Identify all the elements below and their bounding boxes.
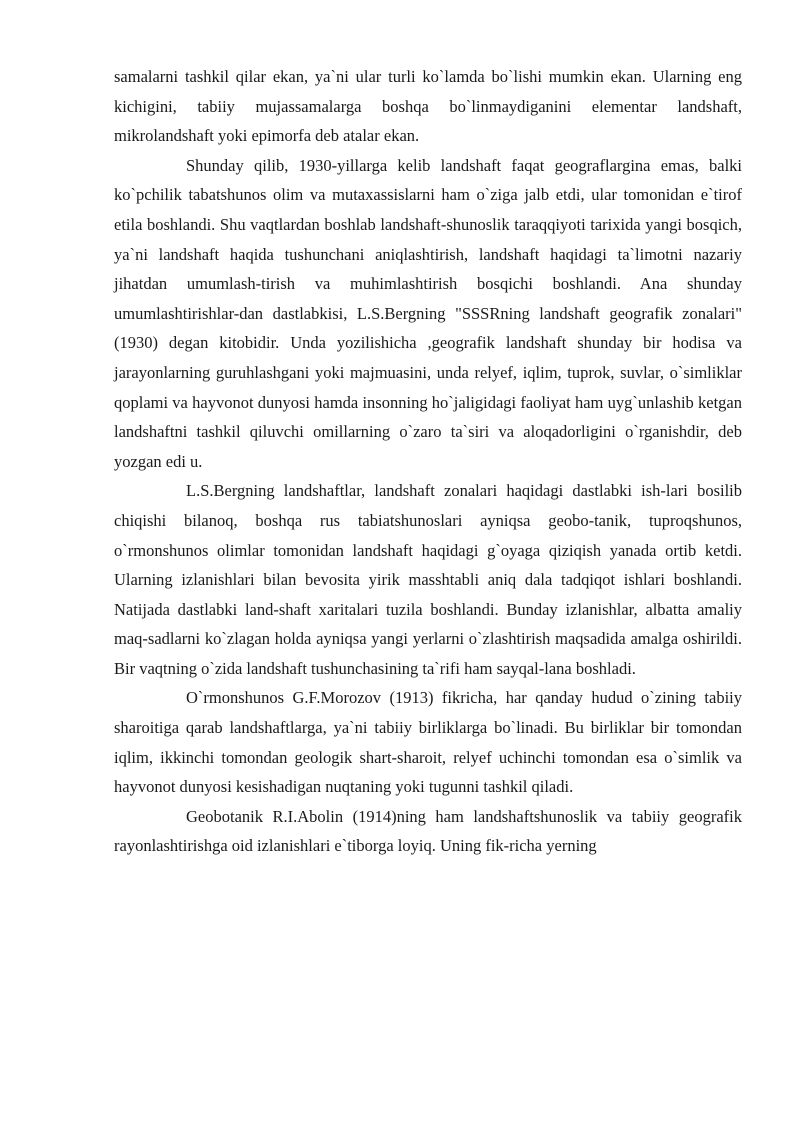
paragraph-4: O`rmonshunos G.F.Morozov (1913) fikricha, har qanday hudud o`zining tabiiy sharoitiga qarab landshaftlarga, ya`ni tabiiy birliklarga bo`linadi. Bu birliklar bir tomondan iqlim, ikkinchi tomondan geologik shart-sharoit, relyef uchinchi tomondan esa o`simlik va hayvonot dunyosi kesishadigan nuqtaning yoki tugunni tashkil qiladi. — [114, 688, 742, 797]
document-page — [114, 62, 742, 861]
paragraph-1: samalarni tashkil qilar ekan, ya`ni ular turli ko`lamda bo`lishi mumkin ekan. Ularning eng kichigini, tabiiy mujassamalarga boshqa bo`linmaydiganini elementar landshaft, mikrolandshaft yoki epimorfa deb atalar ekan. — [114, 67, 742, 146]
paragraph-3: L.S.Bergning landshaftlar, landshaft zonalari haqidagi dastlabki ish-lari bosilib chiqishi bilanoq, boshqa rus tabiatshunoslari ayniqsa geobo-tanik, tuproqshunos, o`rmonshunos olimlar tomonidan landshaft haqidagi g`oyaga qiziqish yanada ortib ketdi. Ularning izlanishlari bilan bevosita yirik masshtabli aniq dala tadqiqot ishlari boshlandi. Natijada dastlabki land-shaft xaritalari tuzila boshlandi. Bunday izlanishlar, albatta amaliy maq-sadlarni ko`zlagan holda ayniqsa yangi yerlarni o`zlashtirish maqsadida amalga oshirildi. Bir vaqtning o`zida landshaft tushunchasining ta`rifi ham sayqal-lana boshladi. — [114, 481, 742, 678]
paragraph-2: Shunday qilib, 1930-yillarga kelib landshaft faqat geograflargina emas, balki ko`pchilik tabatshunos olim va mutaxassislarni ham o`ziga jalb etdi, ular tomonidan e`tirof etila boshlandi. Shu vaqtlardan boshlab landshaft-shunoslik taraqqiyoti tarixida yangi bosqich, ya`ni landshaft haqida tushunchani aniqlashtirish, landshaft haqidagi ta`limotni nazariy jihatdan umumlash-tirish va muhimlashtirish bosqichi boshlandi. Ana shunday umumlashtirishlar-dan dastlabkisi, L.S.Bergning "SSSRning landshaft geografik zonalari" (1930) degan kitobidir. Unda yozilishicha ,geografik landshaft shunday bir hodisa va jarayonlarning guruhlashgani yoki majmuasini, unda relyef, iqlim, tuprok, suvlar, o`simliklar qoplami va hayvonot dunyosi hamda insonning ho`jaligidagi faoliyat ham uyg`unlashib ketgan landshaftni tashkil qiluvchi omillarning o`zaro ta`siri va aloqadorligini o`rganishdir, deb yozgan edi u. — [114, 155, 742, 471]
paragraph-5: Geobotanik R.I.Abolin (1914)ning ham landshaftshunoslik va tabiiy geografik rayonlashtirishga oid izlanishlari e`tiborga loyiq. Uning fik-richa yerning — [114, 806, 742, 856]
